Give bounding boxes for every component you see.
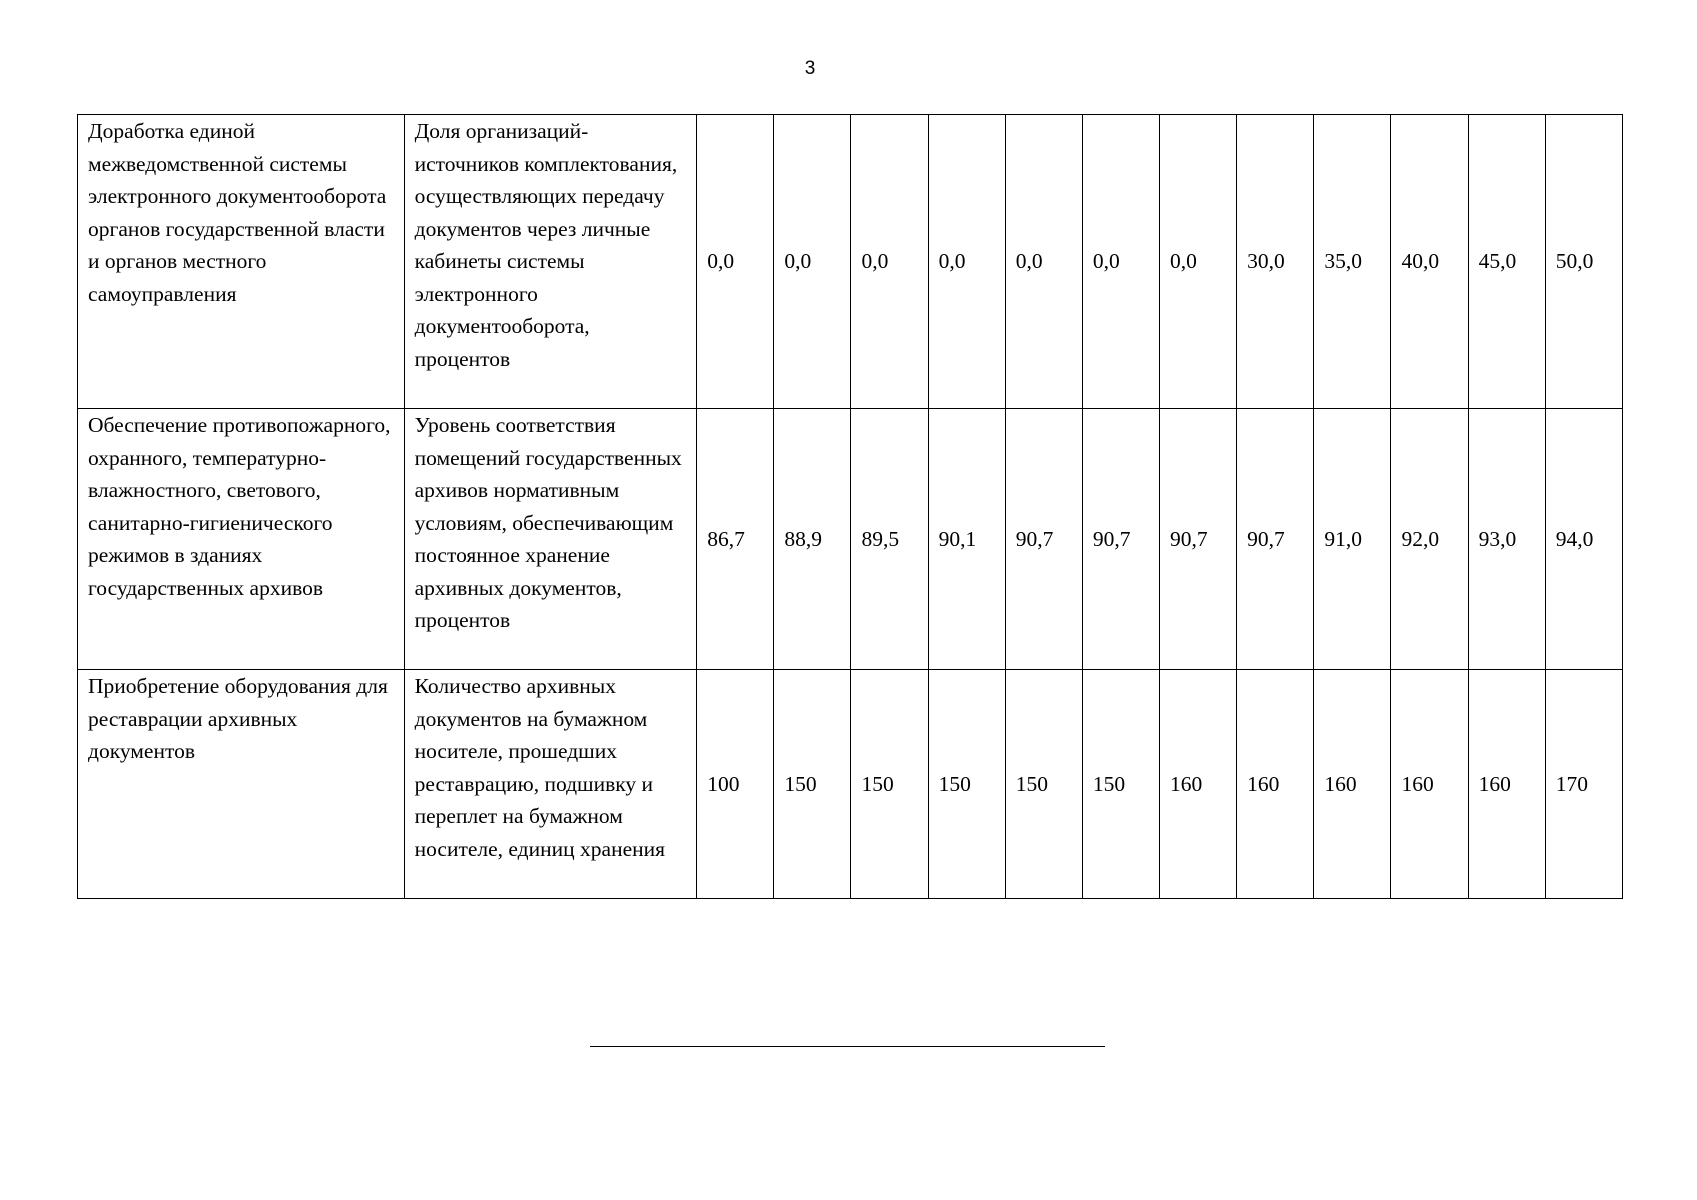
value-cell: 86,7 — [697, 409, 774, 670]
value-cell: 0,0 — [1005, 115, 1082, 409]
event-cell: Обеспечение противопожарного, охранного, температурно-влажностного, светового, санитарно-гигиенического режимов в зданиях государственных архивов — [78, 409, 405, 670]
value-cell: 0,0 — [851, 115, 928, 409]
event-cell: Доработка единой межведомственной системы электронного документооборота органов государственной власти и органов местного самоуправления — [78, 115, 405, 409]
value-cell: 160 — [1237, 670, 1314, 899]
value-cell: 0,0 — [1082, 115, 1159, 409]
value-cell: 150 — [774, 670, 851, 899]
value-cell: 150 — [928, 670, 1005, 899]
value-cell: 160 — [1468, 670, 1545, 899]
value-cell: 90,7 — [1082, 409, 1159, 670]
value-cell: 150 — [851, 670, 928, 899]
value-cell: 94,0 — [1545, 409, 1622, 670]
value-cell: 40,0 — [1391, 115, 1468, 409]
indicator-cell: Количество архивных документов на бумажном носителе, прошедших реставрацию, подшивку и переплет на бумажном носителе, единиц хранения — [404, 670, 697, 899]
table-row — [78, 670, 1623, 899]
value-cell: 88,9 — [774, 409, 851, 670]
value-cell: 160 — [1314, 670, 1391, 899]
value-cell: 150 — [1082, 670, 1159, 899]
value-cell: 90,1 — [928, 409, 1005, 670]
value-cell: 92,0 — [1391, 409, 1468, 670]
value-cell: 90,7 — [1005, 409, 1082, 670]
value-cell: 0,0 — [774, 115, 851, 409]
value-cell: 160 — [1391, 670, 1468, 899]
value-cell: 150 — [1005, 670, 1082, 899]
indicators-table — [77, 114, 1623, 899]
value-cell: 30,0 — [1237, 115, 1314, 409]
indicator-cell: Доля организаций-источников комплектования, осуществляющих передачу документов через личные кабинеты системы электронного документооборота, процентов — [404, 115, 697, 409]
value-cell: 35,0 — [1314, 115, 1391, 409]
value-cell: 91,0 — [1314, 409, 1391, 670]
value-cell: 90,7 — [1160, 409, 1237, 670]
value-cell: 93,0 — [1468, 409, 1545, 670]
value-cell: 50,0 — [1545, 115, 1622, 409]
indicator-cell: Уровень соответствия помещений государственных архивов нормативным условиям, обеспечивающим постоянное хранение архивных документов, процентов — [404, 409, 697, 670]
value-cell: 0,0 — [697, 115, 774, 409]
value-cell: 0,0 — [1160, 115, 1237, 409]
table-row — [78, 115, 1623, 409]
value-cell: 170 — [1545, 670, 1622, 899]
table-row — [78, 409, 1623, 670]
value-cell: 0,0 — [928, 115, 1005, 409]
value-cell: 100 — [697, 670, 774, 899]
value-cell: 160 — [1160, 670, 1237, 899]
value-cell: 45,0 — [1468, 115, 1545, 409]
value-cell: 89,5 — [851, 409, 928, 670]
footer-divider — [590, 1046, 1105, 1047]
page-number: 3 — [804, 58, 816, 79]
event-cell: Приобретение оборудования для реставрации архивных документов — [78, 670, 405, 899]
value-cell: 90,7 — [1237, 409, 1314, 670]
